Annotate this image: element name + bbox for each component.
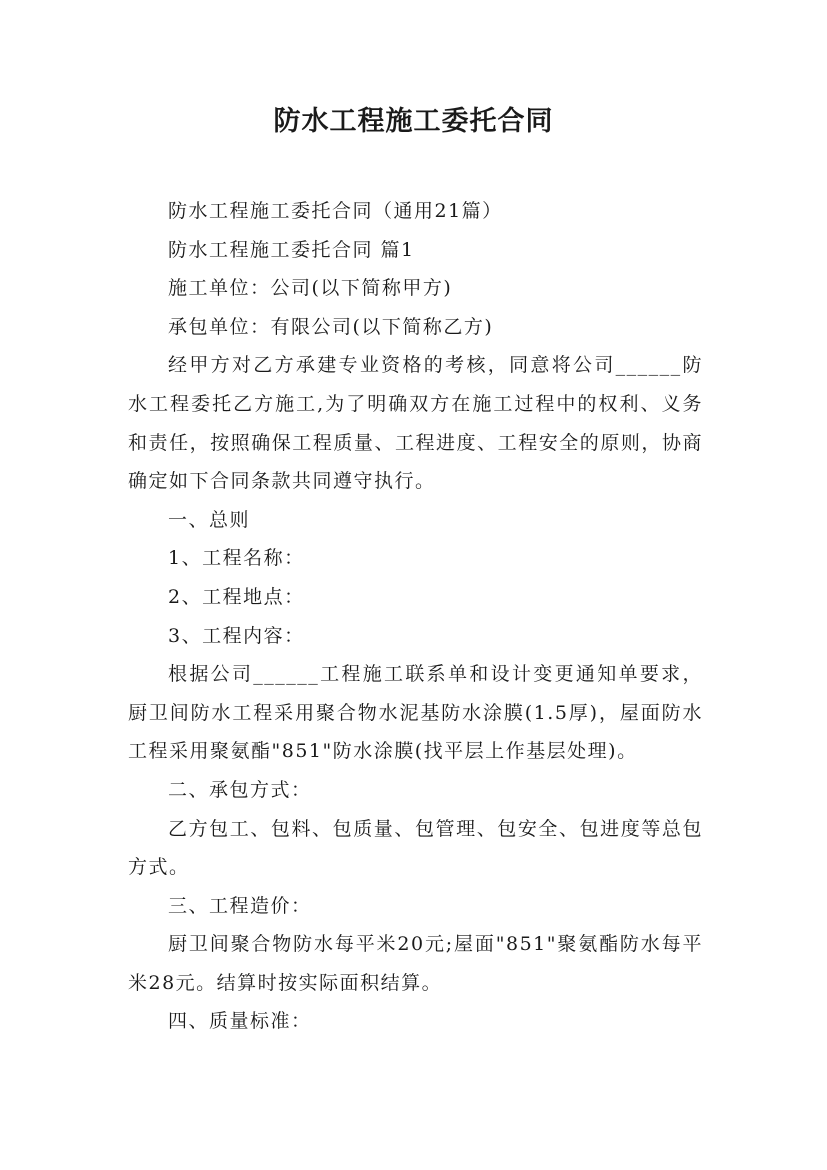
paragraph-heading: 防水工程施工委托合同（通用21篇） — [168, 200, 503, 222]
document-title: 防水工程施工委托合同 — [273, 106, 554, 137]
paragraph-project-content: 根据公司______工程施工联系单和设计变更通知单要求，厨卫间防水工程采用聚合物水泥基防水涂膜(1.5厚)，屋面防水工程采用聚氨酯"851"防水涂膜(找平层上作基层处理)。 — [128, 663, 703, 763]
paragraph-contractor: 施工单位：公司(以下简称甲方) — [168, 277, 453, 300]
document-body — [128, 192, 703, 1041]
paragraph-contract-method: 乙方包工、包料、包质量、包管理、包安全、包进度等总包方式。 — [128, 817, 703, 879]
section-quality-standard: 四、质量标准： — [168, 1010, 312, 1033]
item-project-content: 3、工程内容： — [168, 624, 305, 647]
section-contract-method: 二、承包方式： — [168, 778, 312, 801]
item-project-location: 2、工程地点： — [168, 585, 305, 608]
paragraph-subcontractor: 承包单位：有限公司(以下简称乙方) — [168, 315, 494, 338]
section-general: 一、总则 — [168, 508, 251, 531]
paragraph-project-cost: 厨卫间聚合物防水每平米20元;屋面"851"聚氨酯防水每平米28元。结算时按实际面积结算。 — [128, 933, 703, 994]
section-project-cost: 三、工程造价： — [168, 894, 312, 917]
paragraph-intro: 经甲方对乙方承建专业资格的考核，同意将公司______防水工程委托乙方施工,为了明确双方在施工过程中的权利、义务和责任，按照确保工程质量、工程进度、工程安全的原则，协商确定如下合同条款共同遵守执行。 — [128, 354, 703, 493]
paragraph-part-label: 防水工程施工委托合同 篇1 — [168, 238, 415, 261]
item-project-name: 1、工程名称： — [168, 547, 305, 570]
